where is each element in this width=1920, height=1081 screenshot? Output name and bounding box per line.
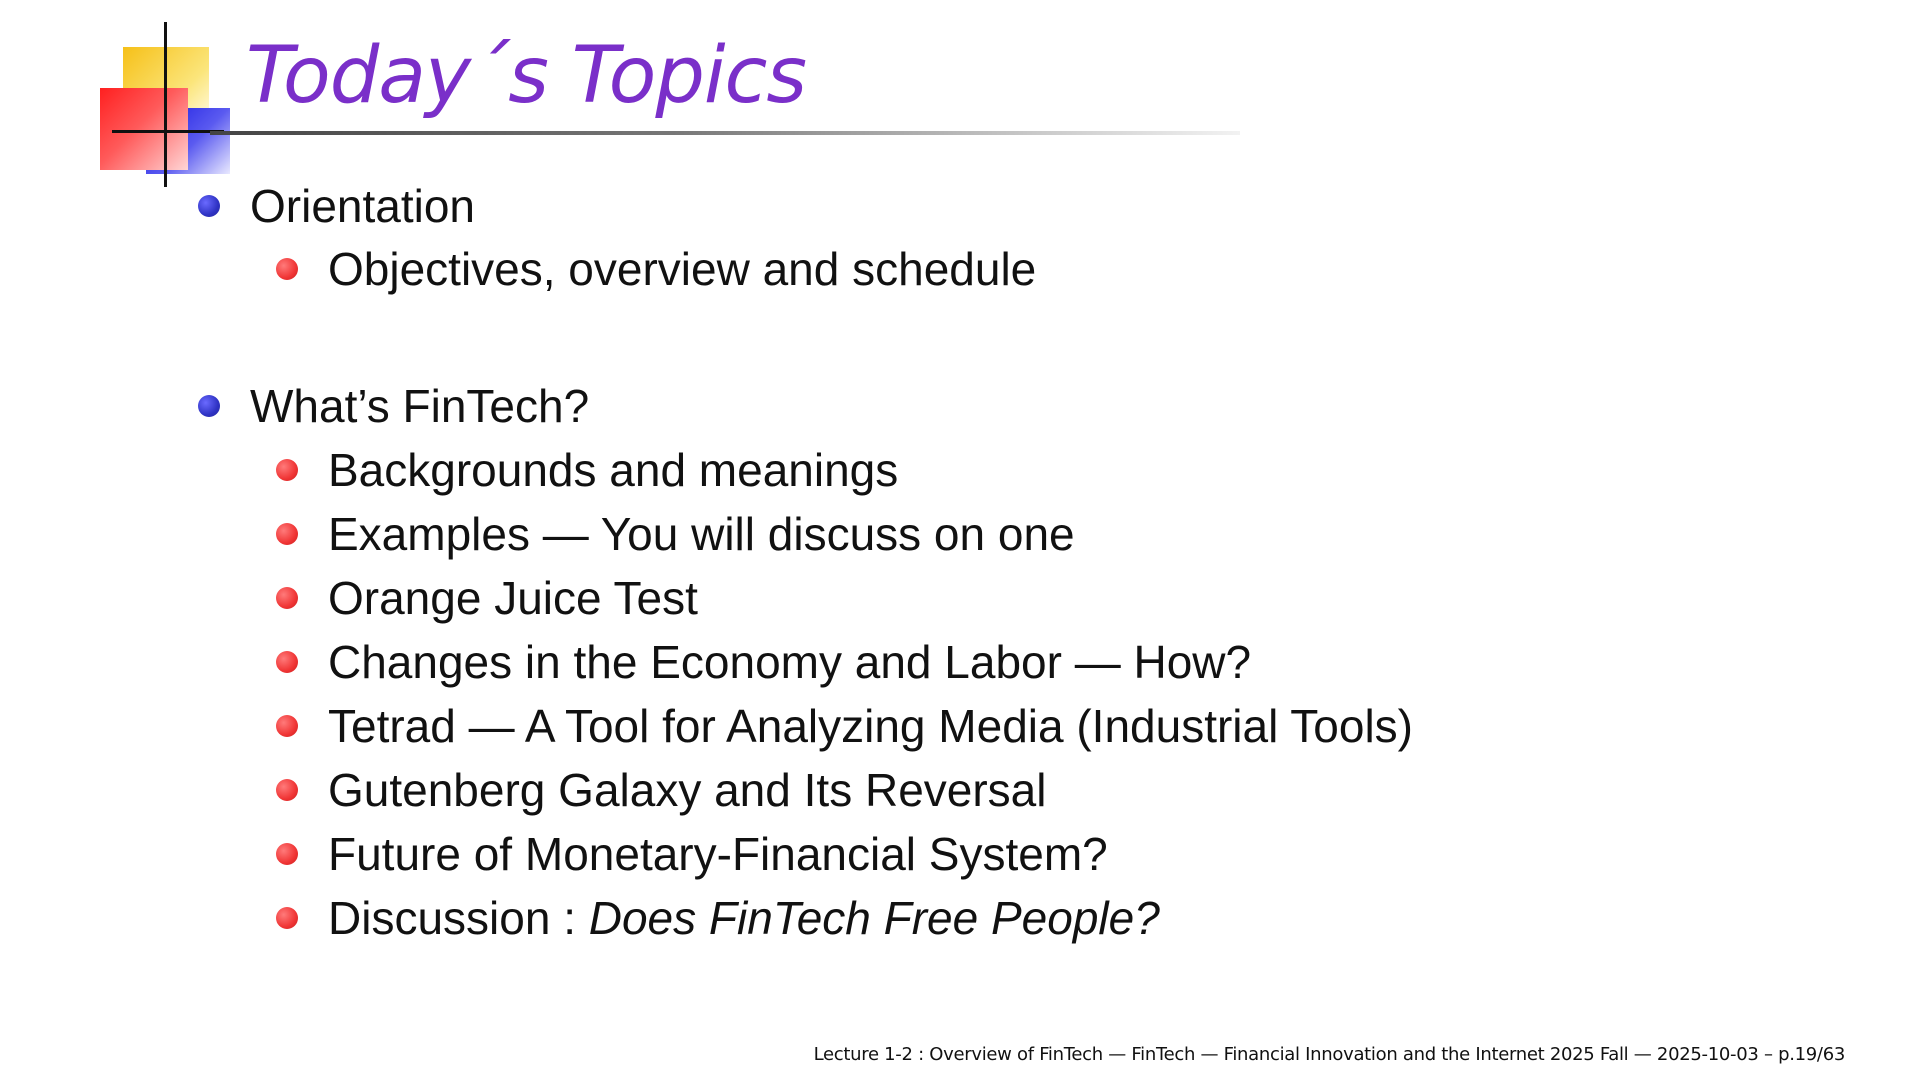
blue-bullet-icon xyxy=(198,395,220,417)
red-bullet-icon xyxy=(276,907,298,929)
outline-item-text: Orange Juice Test xyxy=(328,572,698,624)
outline-item-text: Backgrounds and meanings xyxy=(328,444,899,496)
red-bullet-icon xyxy=(276,587,298,609)
discussion-label: Discussion : xyxy=(328,892,589,944)
outline-item-text xyxy=(328,892,1160,944)
red-bullet-icon xyxy=(276,523,298,545)
slide-logo-icon xyxy=(100,22,240,187)
slide-footer: Lecture 1-2 : Overview of FinTech — FinTech — Financial Innovation and the Internet 2025 Fall — 2025-10-03 – p.19/63 xyxy=(813,1044,1845,1065)
outline-item-text: Examples — You will discuss on one xyxy=(328,508,1075,560)
crosshair-horizontal-line xyxy=(112,130,224,133)
outline-item-text: Objectives, overview and schedule xyxy=(328,243,1037,295)
outline-item-text: Future of Monetary-Financial System? xyxy=(328,828,1108,880)
title-underline-rule xyxy=(210,131,1240,135)
red-bullet-icon xyxy=(276,843,298,865)
slide-title: Today´s Topics xyxy=(246,31,807,121)
outline-item-text: Changes in the Economy and Labor — How? xyxy=(328,636,1252,688)
red-square-icon xyxy=(100,88,188,170)
red-bullet-icon xyxy=(276,258,298,280)
crosshair-vertical-line xyxy=(164,22,167,187)
red-bullet-icon xyxy=(276,779,298,801)
outline-item-text: Orientation xyxy=(250,180,476,232)
outline-item-text: What’s FinTech? xyxy=(250,380,590,432)
discussion-question: Does FinTech Free People? xyxy=(588,892,1160,944)
red-bullet-icon xyxy=(276,715,298,737)
red-bullet-icon xyxy=(276,651,298,673)
red-bullet-icon xyxy=(276,459,298,481)
outline-item-text: Gutenberg Galaxy and Its Reversal xyxy=(328,764,1047,816)
blue-bullet-icon xyxy=(198,195,220,217)
outline-item-text: Tetrad — A Tool for Analyzing Media (Industrial Tools) xyxy=(328,700,1413,752)
